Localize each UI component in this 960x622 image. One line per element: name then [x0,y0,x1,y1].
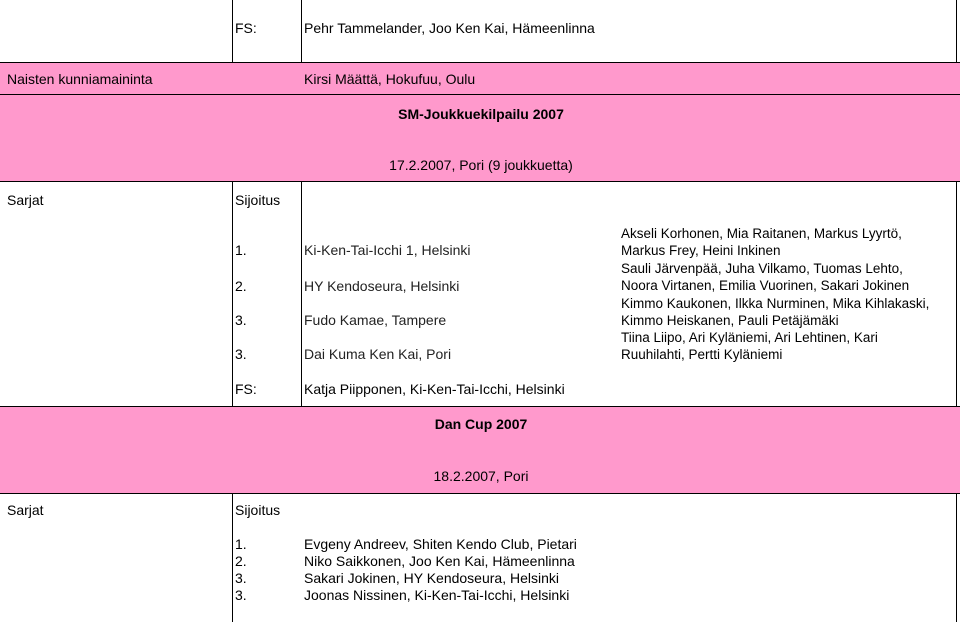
members-line: Noora Virtanen, Emilia Vuorinen, Sakari Jokinen [621,278,910,293]
dan-result: Niko Saikkonen, Joo Ken Kai, Hämeenlinna [304,553,575,569]
members-line: Tiina Liipo, Ari Kyläniemi, Ari Lehtinen, Kari [621,330,878,345]
grid-line [232,493,233,622]
sm-team-members [621,329,957,363]
members-line: Sauli Järvenpää, Juha Vilkamo, Tuomas Lehto, [621,261,903,276]
members-line: Ruuhilahti, Pertti Kyläniemi [621,347,783,362]
dan-rank: 2. [235,553,247,569]
sm-fs-label: FS: [235,381,257,397]
dan-title: Dan Cup 2007 [434,416,528,432]
rule [0,94,960,95]
rule [0,493,960,494]
rule [0,181,960,182]
rule [0,406,960,407]
dan-rank: 1. [235,536,247,552]
sm-col-series: Sarjat [7,192,44,208]
sm-rank: 3. [235,312,247,328]
grid-line [301,181,302,407]
grid-line [956,493,957,622]
grid-line [232,181,233,407]
sm-subtitle: 17.2.2007, Pori (9 joukkuetta) [389,157,573,173]
members-line: Kimmo Heiskanen, Pauli Petäjämäki [621,313,839,328]
members-line: Kimmo Kaukonen, Ilkka Nurminen, Mika Kihlakaski, [621,296,930,311]
rule [0,62,960,63]
dan-result: Sakari Jokinen, HY Kendoseura, Helsinki [304,570,559,586]
dan-col-series: Sarjat [7,502,44,518]
sm-team: HY Kendoseura, Helsinki [304,278,460,294]
sm-team: Ki-Ken-Tai-Icchi 1, Helsinki [304,242,471,258]
sm-team: Dai Kuma Ken Kai, Pori [304,346,452,362]
dan-result: Joonas Nissinen, Ki-Ken-Tai-Icchi, Helsinki [304,587,570,603]
sm-rank: 3. [235,346,247,362]
fs-label: FS: [235,20,257,36]
grid-line [956,181,957,407]
sm-rank: 2. [235,278,247,294]
sm-team-members [621,295,957,329]
dan-col-rank: Sijoitus [235,502,281,518]
members-line: Akseli Korhonen, Mia Raitanen, Markus Lyyrtö, [621,226,902,241]
dan-subtitle: 18.2.2007, Pori [433,468,529,484]
women-value: Kirsi Määttä, Hokufuu, Oulu [304,71,476,87]
sm-team-members [621,225,957,259]
dan-rank: 3. [235,570,247,586]
women-label: Naisten kunniamaininta [7,71,153,87]
sm-col-rank: Sijoitus [235,192,281,208]
dan-rank: 3. [235,587,247,603]
sm-rank: 1. [235,242,247,258]
grid-line [301,0,302,62]
grid-line [232,0,233,62]
sm-team-members [621,260,957,294]
grid-line [956,0,957,62]
dan-result: Evgeny Andreev, Shiten Kendo Club, Pietari [304,536,577,552]
members-line: Markus Frey, Heini Inkinen [621,243,781,258]
sm-title: SM-Joukkuekilpailu 2007 [398,106,564,122]
sm-fs-value: Katja Piipponen, Ki-Ken-Tai-Icchi, Helsinki [304,381,565,397]
sm-team: Fudo Kamae, Tampere [304,312,447,328]
fs-value: Pehr Tammelander, Joo Ken Kai, Hämeenlinna [304,20,595,36]
